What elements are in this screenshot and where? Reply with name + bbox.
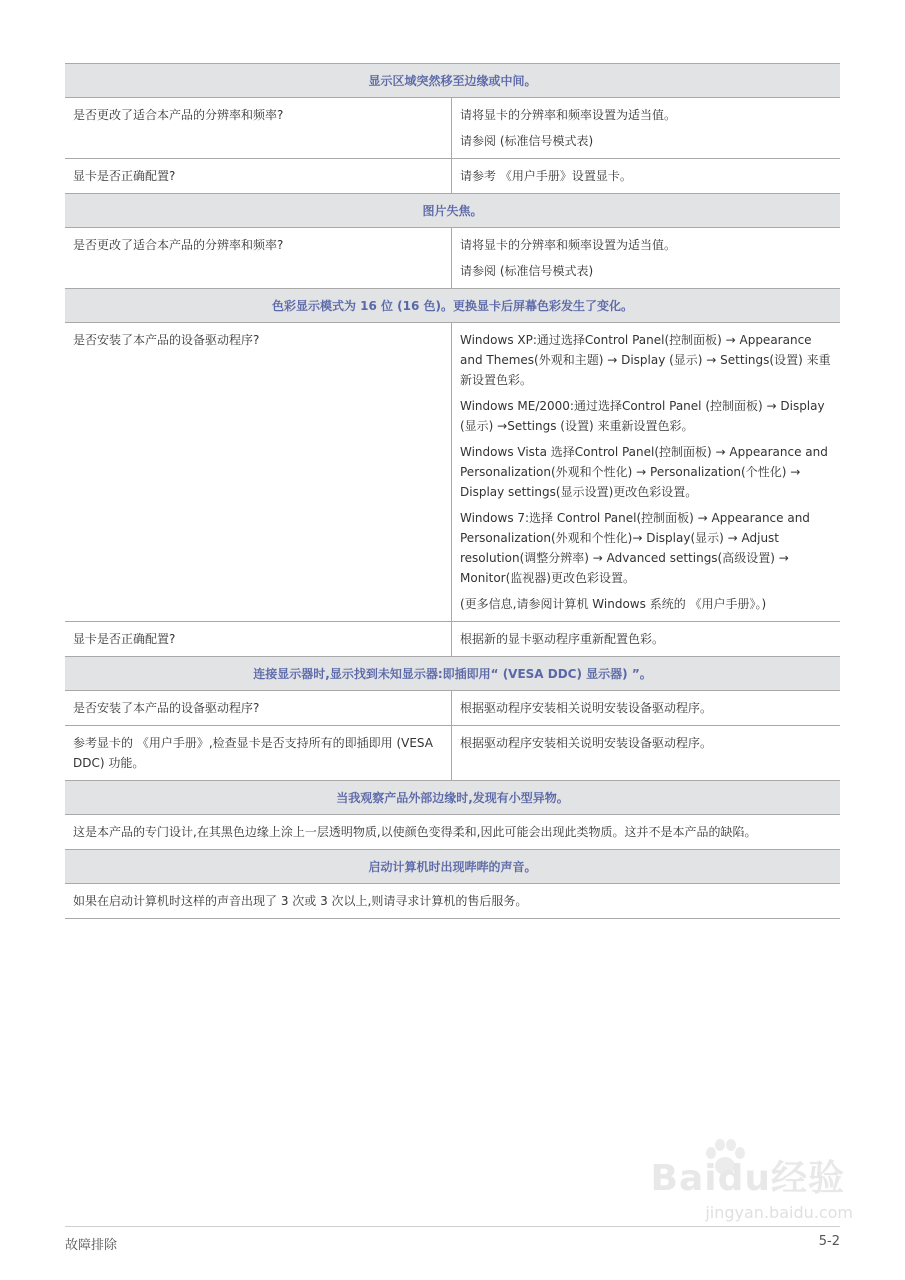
footer-divider [65,1226,840,1227]
watermark-url: jingyan.baidu.com [705,1203,853,1222]
troubleshooting-table [65,63,840,919]
table-row [65,815,840,850]
answer-text: 根据驱动程序安装相关说明安装设备驱动程序。 [460,701,713,715]
answer-text: (更多信息,请参阅计算机 Windows 系统的 《用户手册》。) [460,597,767,611]
table-row [65,98,840,159]
table-row [65,884,840,919]
answer-text: 根据新的显卡驱动程序重新配置色彩。 [460,632,665,646]
section-header: 色彩显示模式为 16 位 (16 色)。更换显卡后屏幕色彩发生了变化。 [65,289,840,323]
answer-text: Windows XP:通过选择Control Panel(控制面板) → Appearance and Themes(外观和主题) → Display (显示) → Settings(设置) 来重新设置色彩。 [460,333,831,387]
table-row [65,726,840,781]
section-header: 启动计算机时出现哔哔的声音。 [65,850,840,884]
answer-text: Windows Vista 选择Control Panel(控制面板) → Appearance and Personalization(外观和个性化) → Personalization(个性化) → Display settings(显示设置)更改色彩设置。 [460,445,828,499]
section-header: 显示区域突然移至边缘或中间。 [65,64,840,98]
answer-cell [452,98,840,158]
answer-text: 请参阅 (标准信号模式表) [460,134,594,148]
answer-cell [452,622,840,656]
full-width-cell: 这是本产品的专门设计,在其黑色边缘上涂上一层透明物质,以使颜色变得柔和,因此可能会出现此类物质。这并不是本产品的缺陷。 [73,825,757,839]
question-cell: 是否安装了本产品的设备驱动程序? [65,323,452,621]
question-cell: 显卡是否正确配置? [65,622,452,656]
table-row [65,228,840,289]
answer-cell [452,691,840,725]
question-cell: 是否更改了适合本产品的分辨率和频率? [65,228,452,288]
answer-text: Windows 7:选择 Control Panel(控制面板) → Appearance and Personalization(外观和个性化)→ Display(显示) → Adjust resolution(调整分辨率) → Advanced settings(高级设置) → Monitor(监视器)更改色彩设置。 [460,511,810,585]
section-header: 图片失焦。 [65,194,840,228]
section-header: 当我观察产品外部边缘时,发现有小型异物。 [65,781,840,815]
footer-section-title: 故障排除 [65,1238,118,1253]
table-row [65,622,840,657]
answer-cell [452,159,840,193]
question-cell: 是否安装了本产品的设备驱动程序? [65,691,452,725]
question-cell: 参考显卡的 《用户手册》,检查显卡是否支持所有的即插即用 (VESA DDC) 功能。 [65,726,452,780]
answer-text: 请参考 《用户手册》设置显卡。 [460,169,632,183]
table-row [65,691,840,726]
section-header: 连接显示器时,显示找到未知显示器:即插即用“ (VESA DDC) 显示器) ”。 [65,657,840,691]
page-number: 5-2 [818,1234,840,1249]
answer-cell [452,228,840,288]
watermark-logo: Baidu经验 [650,1158,845,1199]
question-cell: 是否更改了适合本产品的分辨率和频率? [65,98,452,158]
table-row [65,159,840,194]
answer-text: 请将显卡的分辨率和频率设置为适当值。 [460,108,677,122]
answer-text: 请参阅 (标准信号模式表) [460,264,594,278]
answer-cell [452,726,840,780]
question-cell: 显卡是否正确配置? [65,159,452,193]
table-row [65,323,840,622]
answer-cell [452,323,840,621]
answer-text: 根据驱动程序安装相关说明安装设备驱动程序。 [460,736,713,750]
answer-text: Windows ME/2000:通过选择Control Panel (控制面板) → Display (显示) →Settings (设置) 来重新设置色彩。 [460,399,825,433]
answer-text: 请将显卡的分辨率和频率设置为适当值。 [460,238,677,252]
full-width-cell: 如果在启动计算机时这样的声音出现了 3 次或 3 次以上,则请寻求计算机的售后服务。 [73,894,528,908]
